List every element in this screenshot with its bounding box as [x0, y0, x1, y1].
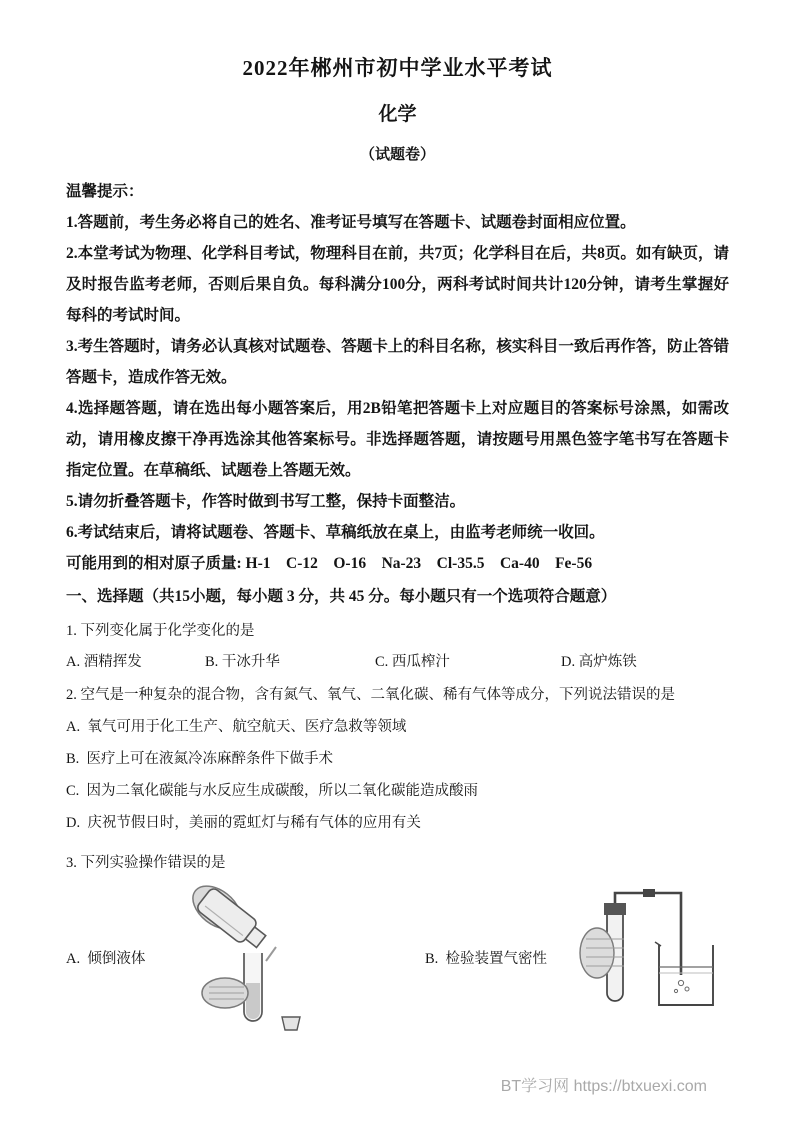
question-2-option-c: C. 因为二氧化碳能与水反应生成碳酸，所以二氧化碳能造成酸雨 — [66, 783, 479, 799]
question-3-option-b-label: B. 检验装置气密性 — [425, 950, 548, 967]
question-3 — [66, 848, 729, 1033]
notice-item-6: 6.考试结束后，请将试题卷、答题卡、草稿纸放在桌上，由监考老师统一收回。 — [66, 524, 605, 541]
notice-item-3: 3.考生答题时，请务必认真核对试题卷、答题卡上的科目名称，核实科目一致后再作答，防止答错答题卡，造成作答无效。 — [66, 338, 729, 386]
pouring-liquid-figure-icon — [162, 881, 337, 1033]
gas-tightness-check-figure-icon — [553, 887, 725, 1027]
question-2-option-a: A. 氧气可用于化工生产、航空航天、医疗急救等领域 — [66, 719, 407, 735]
question-1-option-d: D. 高炉炼铁 — [561, 654, 637, 670]
notice-item-5: 5.请勿折叠答题卡，作答时做到书写工整，保持卡面整洁。 — [66, 493, 466, 510]
question-1-stem: 1. 下列变化属于化学变化的是 — [66, 623, 255, 639]
question-2-stem: 2. 空气是一种复杂的混合物，含有氮气、氧气、二氧化碳、稀有气体等成分，下列说法错误的是 — [66, 687, 675, 703]
atomic-mass-line: 可能用到的相对原子质量: H-1 C-12 O-16 Na-23 Cl-35.5 Ca-40 Fe-56 — [66, 555, 593, 572]
question-1-option-c: C. 西瓜榨汁 — [375, 654, 450, 670]
section-1-heading: 一、选择题（共15小题，每小题 3 分，共 45 分。每小题只有一个选项符合题意） — [66, 588, 617, 605]
site-watermark: BT学习网 https://btxuexi.com — [500, 1078, 707, 1095]
notice-item-4: 4.选择题答题，请在选出每小题答案后，用2B铅笔把答题卡上对应题目的答案标号涂黑，如需改动，请用橡皮擦干净再选涂其他答案标号。非选择题答题，请按题号用黑色签字笔书写在答题卡指定位置。在草稿纸、试题卷上答题无效。 — [66, 400, 729, 479]
question-1-option-b: B. 干冰升华 — [205, 654, 280, 670]
question-2 — [66, 680, 729, 839]
notice-heading: 温馨提示： — [66, 183, 144, 200]
question-3-stem: 3. 下列实验操作错误的是 — [66, 855, 226, 871]
notice-section — [66, 177, 729, 579]
question-3-option-a-label: A. 倾倒液体 — [66, 950, 146, 967]
notice-item-2: 2.本堂考试为物理、化学科目考试，物理科目在前，共7页；化学科目在后，共8页。如有缺页，请及时报告监考老师，否则后果自负。每科满分100分，两科考试时间共计120分钟，请考生掌握好每科的考试时间。 — [66, 245, 729, 324]
question-2-option-d: D. 庆祝节假日时，美丽的霓虹灯与稀有气体的应用有关 — [66, 815, 421, 831]
question-3-figures — [66, 881, 729, 1033]
question-1-option-a: A. 酒精挥发 — [66, 654, 142, 670]
notice-item-1: 1.答题前，考生务必将自己的姓名、准考证号填写在答题卡、试题卷封面相应位置。 — [66, 214, 636, 231]
paper-type-label: （试题卷） — [359, 147, 435, 163]
question-2-option-b: B. 医疗上可在液氮冷冻麻醉条件下做手术 — [66, 751, 334, 767]
question-1 — [66, 616, 729, 677]
question-1-options — [66, 647, 729, 677]
exam-subject: 化学 — [378, 104, 417, 125]
exam-title: 2022年郴州市初中学业水平考试 — [242, 56, 553, 80]
